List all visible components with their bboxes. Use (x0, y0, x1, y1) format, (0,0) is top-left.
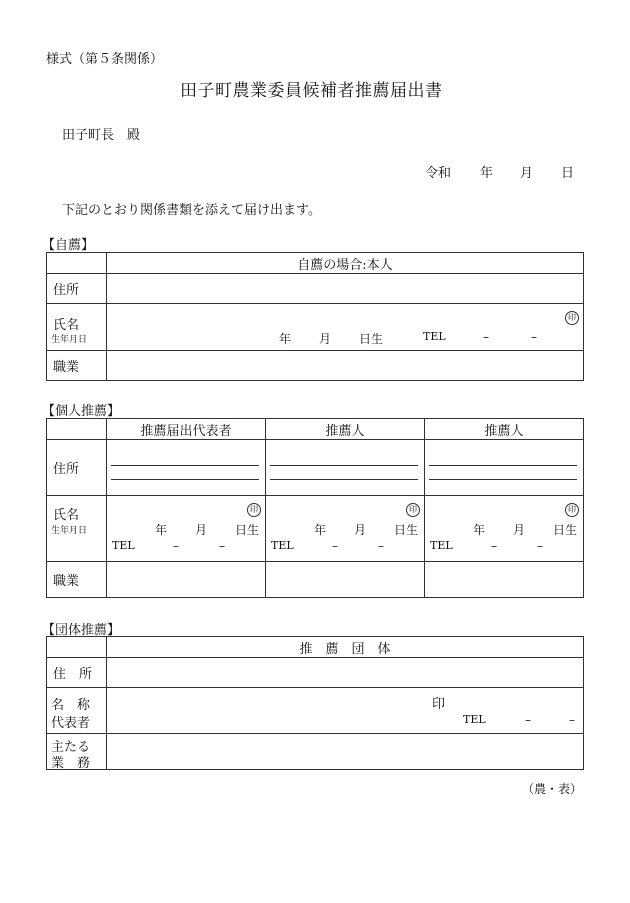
self-name-label-cell (47, 304, 107, 351)
addressee: 田子町長 殿 (62, 128, 141, 143)
self-birth-label: 生年月日 (51, 335, 88, 345)
group-name-field[interactable] (107, 688, 584, 734)
address-line (111, 479, 259, 480)
date-day: 日 (561, 166, 575, 181)
address-line (111, 465, 259, 466)
date-month: 月 (520, 166, 534, 181)
self-job-label: 職業 (47, 351, 107, 381)
self-birth-month: 月 (319, 332, 332, 346)
self-tel-dash-2: – (531, 330, 537, 344)
self-address-label: 住所 (47, 274, 107, 304)
tel-dash: – (491, 539, 497, 553)
page-title: 田子町農業委員候補者推薦届出書 (180, 81, 443, 101)
tel-dash: – (173, 539, 179, 553)
group-tel-dash-1: – (525, 713, 531, 727)
individual-address-label: 住所 (47, 440, 107, 496)
self-address-field[interactable] (107, 274, 584, 304)
individual-address-field-2[interactable] (266, 440, 425, 496)
individual-name-label-cell (47, 496, 107, 562)
birth-month: 月 (513, 523, 526, 537)
birth-year: 年 (473, 523, 486, 537)
self-birth-day: 日生 (359, 332, 384, 346)
group-name-label-cell (47, 688, 107, 734)
birth-day: 日生 (553, 523, 578, 537)
address-line (429, 479, 577, 480)
group-seal-icon: 印 (432, 697, 446, 712)
individual-recommendation-table (46, 418, 584, 598)
birth-year: 年 (155, 523, 168, 537)
birth-month: 月 (195, 523, 208, 537)
group-business-field[interactable] (107, 734, 584, 770)
individual-header-representative: 推薦届出代表者 (107, 419, 266, 440)
seal-icon: 印 (247, 503, 261, 517)
individual-birth-label: 生年月日 (51, 526, 88, 536)
individual-header-recommender-2: 推薦人 (425, 419, 584, 440)
footer-note: （農・表） (522, 782, 583, 796)
birth-day: 日生 (235, 523, 260, 537)
tel-dash: – (537, 539, 543, 553)
group-column-header: 推 薦 団 体 (107, 637, 584, 658)
tel-label: TEL (430, 539, 453, 552)
self-name-field[interactable] (107, 304, 584, 351)
birth-month: 月 (354, 523, 367, 537)
individual-header-blank (47, 419, 107, 440)
tel-dash: – (378, 539, 384, 553)
self-column-header: 自薦の場合:本人 (107, 253, 584, 274)
group-tel-label: TEL (463, 713, 486, 726)
group-address-field[interactable] (107, 658, 584, 688)
self-job-field[interactable] (107, 351, 584, 381)
individual-header-recommender-1: 推薦人 (266, 419, 425, 440)
tel-dash: – (219, 539, 225, 553)
group-business-label-1: 主たる (51, 740, 91, 755)
self-tel-dash-1: – (483, 330, 489, 344)
self-seal-icon: 印 (565, 311, 579, 325)
group-business-label-cell (47, 734, 107, 770)
individual-job-field-2[interactable] (266, 562, 425, 598)
group-section-title: 【団体推薦】 (42, 623, 121, 638)
tel-label: TEL (112, 539, 135, 552)
tel-label: TEL (271, 539, 294, 552)
address-line (270, 465, 418, 466)
individual-job-field-3[interactable] (425, 562, 584, 598)
individual-job-label: 職業 (47, 562, 107, 598)
group-address-label: 住 所 (47, 658, 107, 688)
seal-icon: 印 (406, 503, 420, 517)
group-tel-dash-2: – (569, 713, 575, 727)
intro-text: 下記のとおり関係書類を添えて届け出ます。 (62, 203, 321, 218)
self-recommendation-table (46, 252, 584, 381)
individual-name-field-3[interactable] (425, 496, 584, 562)
tel-dash: – (332, 539, 338, 553)
individual-name-field-2[interactable] (266, 496, 425, 562)
address-line (429, 465, 577, 466)
group-business-label-2: 業 務 (51, 756, 91, 771)
individual-address-field-1[interactable] (107, 440, 266, 496)
individual-job-field-1[interactable] (107, 562, 266, 598)
form-number-label: 様式（第５条関係） (46, 52, 164, 67)
group-representative-label: 代表者 (51, 716, 91, 731)
self-header-blank (47, 253, 107, 274)
self-birth-year: 年 (279, 332, 292, 346)
self-name-label: 氏名 (53, 318, 80, 333)
individual-name-field-1[interactable] (107, 496, 266, 562)
birth-day: 日生 (394, 523, 419, 537)
seal-icon: 印 (565, 503, 579, 517)
self-section-title: 【自薦】 (42, 238, 95, 253)
group-name-label: 名 称 (51, 698, 91, 713)
self-tel-label: TEL (423, 330, 446, 343)
address-line (270, 479, 418, 480)
individual-name-label: 氏名 (53, 508, 80, 523)
individual-address-field-3[interactable] (425, 440, 584, 496)
group-header-blank (47, 637, 107, 658)
birth-year: 年 (314, 523, 327, 537)
date-era: 令和 (425, 166, 452, 181)
individual-section-title: 【個人推薦】 (42, 404, 121, 419)
date-year: 年 (480, 166, 494, 181)
group-recommendation-table (46, 636, 584, 770)
